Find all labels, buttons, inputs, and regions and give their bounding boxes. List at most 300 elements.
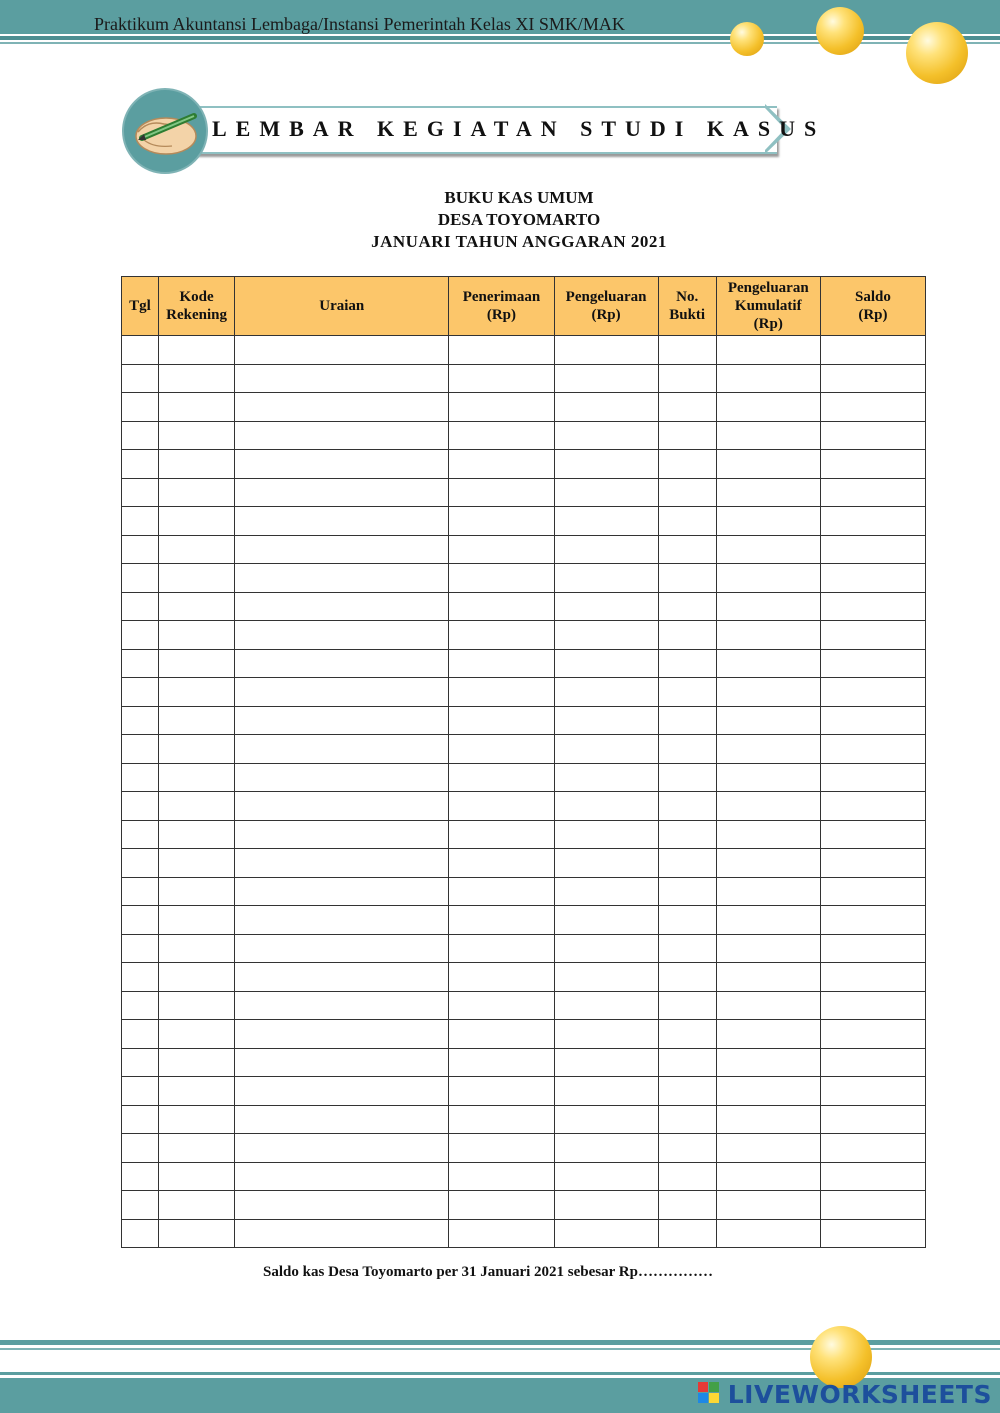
table-cell[interactable] [716,1162,820,1191]
table-cell[interactable] [658,1048,716,1077]
table-cell[interactable] [449,906,554,935]
table-cell[interactable] [820,849,925,878]
table-cell[interactable] [159,1162,235,1191]
table-cell[interactable] [449,364,554,393]
table-cell[interactable] [449,735,554,764]
table-cell[interactable] [235,478,449,507]
col-pengeluaran-kumulatif [716,277,820,336]
table-cell[interactable] [235,564,449,593]
table-cell[interactable] [235,849,449,878]
table-cell[interactable] [159,649,235,678]
table-cell[interactable] [159,421,235,450]
table-cell[interactable] [122,478,159,507]
table-cell[interactable] [235,1162,449,1191]
table-cell[interactable] [716,592,820,621]
table-cell[interactable] [658,1162,716,1191]
table-row [122,849,926,878]
table-cell[interactable] [122,564,159,593]
table-cell[interactable] [235,336,449,365]
table-row [122,877,926,906]
table-cell[interactable] [122,906,159,935]
table-cell[interactable] [122,934,159,963]
table-cell[interactable] [449,1048,554,1077]
table-cell[interactable] [820,906,925,935]
table-cell[interactable] [716,649,820,678]
table-cell[interactable] [820,1191,925,1220]
table-cell[interactable] [820,535,925,564]
table-cell[interactable] [820,877,925,906]
table-cell[interactable] [716,678,820,707]
table-cell[interactable] [449,1191,554,1220]
table-cell[interactable] [820,649,925,678]
table-cell[interactable] [554,450,658,479]
table-row [122,678,926,707]
table-cell[interactable] [716,1048,820,1077]
table-cell[interactable] [820,1219,925,1248]
table-cell[interactable] [159,1191,235,1220]
table-cell[interactable] [658,507,716,536]
table-cell[interactable] [235,649,449,678]
col-pengeluaran-unit: (Rp) [591,307,621,323]
table-cell[interactable] [122,706,159,735]
table-cell[interactable] [554,364,658,393]
table-cell[interactable] [122,621,159,650]
table-cell[interactable] [716,820,820,849]
table-cell[interactable] [235,991,449,1020]
table-cell[interactable] [235,735,449,764]
table-cell[interactable] [159,1105,235,1134]
table-cell[interactable] [235,1048,449,1077]
table-cell[interactable] [122,1020,159,1049]
table-cell[interactable] [820,934,925,963]
table-cell[interactable] [716,421,820,450]
table-cell[interactable] [235,621,449,650]
table-cell[interactable] [449,649,554,678]
table-cell[interactable] [159,792,235,821]
table-cell[interactable] [554,621,658,650]
table-cell[interactable] [159,450,235,479]
table-cell[interactable] [658,934,716,963]
table-cell[interactable] [716,1020,820,1049]
col-kode-rekening [159,277,235,336]
table-cell[interactable] [449,592,554,621]
table-cell[interactable] [122,649,159,678]
table-row [122,735,926,764]
table-cell[interactable] [122,450,159,479]
col-pengeluaran [554,277,658,336]
table-cell[interactable] [235,963,449,992]
table-cell[interactable] [658,336,716,365]
table-cell[interactable] [658,1134,716,1163]
table-cell[interactable] [554,763,658,792]
table-cell[interactable] [122,877,159,906]
table-cell[interactable] [658,706,716,735]
table-row [122,1219,926,1248]
table-cell[interactable] [122,1134,159,1163]
table-row [122,621,926,650]
table-cell[interactable] [554,820,658,849]
table-cell[interactable] [658,792,716,821]
table-row [122,592,926,621]
table-cell[interactable] [159,507,235,536]
col-uraian-label: Uraian [319,298,365,314]
table-cell[interactable] [235,1105,449,1134]
col-kode-label: Kode [179,289,214,305]
table-cell[interactable] [159,1020,235,1049]
table-cell[interactable] [658,906,716,935]
table-cell[interactable] [820,421,925,450]
table-cell[interactable] [449,535,554,564]
table-cell[interactable] [554,991,658,1020]
table-row [122,649,926,678]
table-cell[interactable] [820,393,925,422]
table-cell[interactable] [235,678,449,707]
table-cell[interactable] [122,820,159,849]
table-cell[interactable] [658,592,716,621]
table-cell[interactable] [449,507,554,536]
col-pk-label: Pengeluaran [727,280,809,296]
table-cell[interactable] [716,535,820,564]
table-cell[interactable] [159,735,235,764]
table-cell[interactable] [122,735,159,764]
table-cell[interactable] [554,735,658,764]
table-cell[interactable] [820,364,925,393]
table-cell[interactable] [122,792,159,821]
table-cell[interactable] [716,450,820,479]
table-cell[interactable] [159,336,235,365]
table-cell[interactable] [820,678,925,707]
table-cell[interactable] [716,934,820,963]
table-cell[interactable] [716,706,820,735]
table-cell[interactable] [820,991,925,1020]
table-cell[interactable] [159,963,235,992]
table-cell[interactable] [235,1191,449,1220]
table-cell[interactable] [122,364,159,393]
table-cell[interactable] [554,507,658,536]
table-cell[interactable] [235,1020,449,1049]
table-cell[interactable] [554,849,658,878]
table-cell[interactable] [449,1077,554,1106]
table-cell[interactable] [554,564,658,593]
table-cell[interactable] [159,564,235,593]
table-cell[interactable] [716,507,820,536]
table-cell[interactable] [159,621,235,650]
table-cell[interactable] [554,963,658,992]
table-cell[interactable] [122,421,159,450]
table-cell[interactable] [449,963,554,992]
cash-book-table [121,276,926,1248]
table-cell[interactable] [554,1077,658,1106]
table-cell[interactable] [159,535,235,564]
table-cell[interactable] [235,792,449,821]
table-cell[interactable] [159,763,235,792]
table-cell[interactable] [449,1134,554,1163]
table-cell[interactable] [554,393,658,422]
table-cell[interactable] [159,393,235,422]
table-cell[interactable] [159,991,235,1020]
table-cell[interactable] [449,478,554,507]
table-cell[interactable] [554,792,658,821]
table-cell[interactable] [235,877,449,906]
table-row [122,963,926,992]
table-cell[interactable] [122,678,159,707]
table-cell[interactable] [716,1134,820,1163]
table-cell[interactable] [449,991,554,1020]
banner-label: LEMBAR KEGIATAN STUDI KASUS [212,116,826,141]
table-cell[interactable] [235,763,449,792]
table-row [122,421,926,450]
col-pk-unit: (Rp) [753,316,783,332]
table-cell[interactable] [554,877,658,906]
table-cell[interactable] [820,1134,925,1163]
table-cell[interactable] [820,706,925,735]
table-cell[interactable] [820,820,925,849]
table-cell[interactable] [449,792,554,821]
table-cell[interactable] [122,393,159,422]
table-cell[interactable] [122,991,159,1020]
table-cell[interactable] [820,1048,925,1077]
table-cell[interactable] [716,735,820,764]
table-cell[interactable] [716,906,820,935]
table-cell[interactable] [122,1191,159,1220]
table-cell[interactable] [122,1219,159,1248]
liveworksheets-logo-icon [698,1382,720,1404]
table-cell[interactable] [820,792,925,821]
table-cell[interactable] [449,1219,554,1248]
table-cell[interactable] [716,877,820,906]
table-cell[interactable] [554,706,658,735]
table-cell[interactable] [716,393,820,422]
table-cell[interactable] [716,1077,820,1106]
table-row [122,336,926,365]
table-cell[interactable] [122,1162,159,1191]
table-cell[interactable] [716,564,820,593]
col-tgl-label: Tgl [129,298,151,314]
table-cell[interactable] [122,592,159,621]
table-cell[interactable] [235,592,449,621]
table-cell[interactable] [658,849,716,878]
table-row [122,1020,926,1049]
table-cell[interactable] [235,1077,449,1106]
table-cell[interactable] [449,763,554,792]
table-cell[interactable] [716,478,820,507]
table-cell[interactable] [159,592,235,621]
table-cell[interactable] [820,336,925,365]
table-cell[interactable] [122,849,159,878]
table-cell[interactable] [658,763,716,792]
table-cell[interactable] [159,934,235,963]
table-cell[interactable] [235,393,449,422]
table-row [122,364,926,393]
table-cell[interactable] [159,877,235,906]
table-cell[interactable] [658,649,716,678]
table-cell[interactable] [235,906,449,935]
table-cell[interactable] [658,621,716,650]
table-cell[interactable] [122,1077,159,1106]
table-cell[interactable] [159,1134,235,1163]
table-cell[interactable] [716,1219,820,1248]
table-cell[interactable] [122,763,159,792]
table-cell[interactable] [235,450,449,479]
table-cell[interactable] [554,336,658,365]
table-cell[interactable] [449,877,554,906]
table-cell[interactable] [235,820,449,849]
table-cell[interactable] [554,649,658,678]
table-cell[interactable] [122,963,159,992]
table-cell[interactable] [658,535,716,564]
table-cell[interactable] [716,763,820,792]
table-cell[interactable] [820,478,925,507]
table-cell[interactable] [554,1134,658,1163]
table-cell[interactable] [554,1020,658,1049]
table-cell[interactable] [235,421,449,450]
table-cell[interactable] [658,678,716,707]
table-cell[interactable] [716,1191,820,1220]
table-cell[interactable] [658,421,716,450]
table-cell[interactable] [658,1077,716,1106]
table-cell[interactable] [716,336,820,365]
table-cell[interactable] [554,934,658,963]
table-cell[interactable] [235,535,449,564]
table-cell[interactable] [122,336,159,365]
table-cell[interactable] [658,1219,716,1248]
table-cell[interactable] [554,1162,658,1191]
table-cell[interactable] [716,792,820,821]
table-cell[interactable] [820,450,925,479]
table-cell[interactable] [235,706,449,735]
table-cell[interactable] [449,336,554,365]
table-cell[interactable] [554,421,658,450]
hand-writing-pen-icon [122,88,208,174]
table-cell[interactable] [449,1020,554,1049]
table-cell[interactable] [449,678,554,707]
table-cell[interactable] [554,592,658,621]
table-cell[interactable] [820,963,925,992]
table-cell[interactable] [658,877,716,906]
table-cell[interactable] [820,592,925,621]
closing-balance-statement: Saldo kas Desa Toyomarto per 31 Januari 2021 sebesar Rp…………… [263,1264,713,1280]
table-row [122,1134,926,1163]
table-cell[interactable] [820,564,925,593]
table-cell[interactable] [159,478,235,507]
table-cell[interactable] [159,1048,235,1077]
table-cell[interactable] [449,820,554,849]
col-pengeluaran-label: Pengeluaran [565,289,647,305]
table-cell[interactable] [820,1162,925,1191]
table-cell[interactable] [159,706,235,735]
decor-bubble-footer [810,1326,872,1388]
table-cell[interactable] [449,849,554,878]
table-cell[interactable] [122,507,159,536]
col-saldo [820,277,925,336]
decor-bubble-large [906,22,968,84]
table-cell[interactable] [449,621,554,650]
table-cell[interactable] [658,1105,716,1134]
table-cell[interactable] [658,364,716,393]
table-cell[interactable] [658,991,716,1020]
table-cell[interactable] [658,963,716,992]
table-cell[interactable] [820,763,925,792]
table-cell[interactable] [235,1219,449,1248]
table-cell[interactable] [554,1105,658,1134]
table-cell[interactable] [159,849,235,878]
table-cell[interactable] [159,678,235,707]
table-row [122,934,926,963]
table-cell[interactable] [658,820,716,849]
table-cell[interactable] [449,564,554,593]
table-cell[interactable] [449,421,554,450]
col-tgl [122,277,159,336]
table-row [122,792,926,821]
table-row [122,991,926,1020]
table-cell[interactable] [658,393,716,422]
table-row [122,1105,926,1134]
table-cell[interactable] [554,478,658,507]
table-cell[interactable] [716,991,820,1020]
table-cell[interactable] [716,849,820,878]
table-row [122,706,926,735]
running-title: Praktikum Akuntansi Lembaga/Instansi Pemerintah Kelas XI SMK/MAK [94,14,625,34]
table-cell[interactable] [159,364,235,393]
table-cell[interactable] [658,1020,716,1049]
table-cell[interactable] [554,1048,658,1077]
table-cell[interactable] [554,678,658,707]
table-cell[interactable] [658,735,716,764]
table-row [122,393,926,422]
table-cell[interactable] [449,934,554,963]
table-cell[interactable] [449,1162,554,1191]
table-cell[interactable] [820,1020,925,1049]
table-cell[interactable] [658,564,716,593]
table-cell[interactable] [235,934,449,963]
col-kumulatif-label: Kumulatif [734,298,802,314]
table-cell[interactable] [449,706,554,735]
table-cell[interactable] [159,1077,235,1106]
table-cell[interactable] [820,735,925,764]
table-cell[interactable] [159,1219,235,1248]
table-cell[interactable] [554,1191,658,1220]
table-cell[interactable] [122,1105,159,1134]
table-cell[interactable] [820,1077,925,1106]
table-cell[interactable] [159,906,235,935]
table-cell[interactable] [235,507,449,536]
table-cell[interactable] [658,478,716,507]
table-cell[interactable] [716,1105,820,1134]
table-cell[interactable] [235,1134,449,1163]
table-cell[interactable] [122,1048,159,1077]
table-cell[interactable] [820,1105,925,1134]
table-cell[interactable] [716,963,820,992]
table-cell[interactable] [159,820,235,849]
table-cell[interactable] [554,1219,658,1248]
table-cell[interactable] [235,364,449,393]
table-cell[interactable] [554,535,658,564]
table-cell[interactable] [658,450,716,479]
col-bukti-label: Bukti [669,307,706,323]
table-cell[interactable] [658,1191,716,1220]
table-cell[interactable] [449,450,554,479]
table-row [122,763,926,792]
col-penerimaan-unit: (Rp) [486,307,517,323]
table-cell[interactable] [449,393,554,422]
table-cell[interactable] [716,364,820,393]
table-cell[interactable] [820,621,925,650]
table-cell[interactable] [449,1105,554,1134]
table-cell[interactable] [820,507,925,536]
table-cell[interactable] [716,621,820,650]
table-cell[interactable] [554,906,658,935]
table-cell[interactable] [122,535,159,564]
